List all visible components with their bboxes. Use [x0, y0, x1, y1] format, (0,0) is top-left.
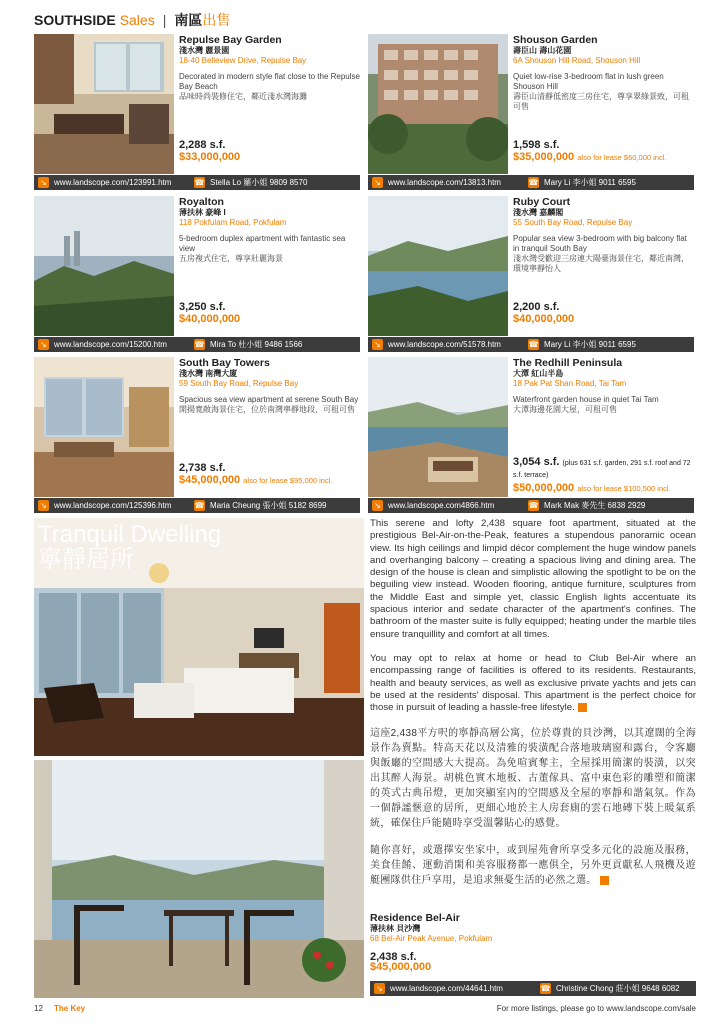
listing-url[interactable]: www.landscope.com/51578.htm	[388, 340, 501, 349]
listing-price	[179, 475, 332, 486]
price-value: $33,000,000	[179, 151, 241, 163]
listing-price	[513, 152, 666, 163]
listing-address: 55 South Bay Road, Repulse Bay	[513, 218, 633, 227]
listing-description: Decorated in modern style flat close to the Repulse Bay Beach	[179, 72, 360, 91]
listing-url[interactable]: www.landscope.com/13813.htm	[388, 178, 501, 187]
listing-card	[368, 34, 694, 192]
article-paragraph-zh-2	[370, 843, 696, 888]
more-listings-link[interactable]: For more listings, please go to www.landscope.com/sale	[496, 1004, 696, 1013]
listing-name-zh: 淺水灣 南灣大廈	[179, 369, 238, 378]
listing-info	[513, 357, 694, 497]
listing-card	[34, 357, 360, 515]
listing-card	[368, 196, 694, 354]
listing-name: Shouson Garden	[513, 34, 598, 46]
listing-info	[513, 196, 694, 336]
phone-icon: ☎	[528, 340, 539, 349]
listing-address: 59 South Bay Road, Repulse Bay	[179, 379, 299, 388]
listing-area: 2,288 s.f.	[179, 139, 226, 151]
listing-photo	[34, 34, 174, 174]
listing-description: Spacious sea view apartment at serene South Bay	[179, 395, 359, 404]
article-text: You may opt to relax at home or head to Club Bel-Air where an encompassing range of facilities is offered to its residents. Restaurants, health and beauty services, as well as exclusive private yachts and jets can be used at the residents' disposal. This apartment is the perfect choice for those in pursuit of leading a hassle-free lifestyle.	[370, 652, 696, 714]
listing-address: 18-40 Belleview Drive, Repulse Bay	[179, 56, 307, 65]
feature-title-zh: 寧靜居所	[38, 546, 134, 573]
agent-contact: Mark Mak 麥先生 6838 2929	[544, 501, 646, 510]
listing-name: South Bay Towers	[179, 357, 270, 369]
listing-address: 18 Pak Pat Shan Road, Tai Tam	[513, 379, 627, 388]
feature-listing-name: Residence Bel-Air	[370, 912, 460, 924]
magazine-name: The Key	[54, 1004, 86, 1013]
area-note: (plus 631 s.f. garden, 291 s.f. roof and 72 s.f. terrace)	[513, 460, 691, 479]
link-icon: ↘	[38, 500, 49, 511]
listing-url[interactable]: www.landscope.com/123991.htm	[54, 178, 172, 187]
listing-description-zh: 五房複式住宅，尊享壯麗海景	[179, 254, 283, 263]
listing-card	[368, 357, 694, 515]
article-text-zh: 隨你喜好，或選擇安坐家中，或到屋苑會所享受多元化的設施及服務，美食佳餚、運動消閑和美容服務都一應俱全，另外更貢獻私人飛機及遊艇團隊供住戶享用，是追求無憂生活的必然之選。	[370, 845, 696, 887]
feature-listing-area: 2,438 s.f.	[370, 951, 417, 963]
agent-contact: Mira To 杜小姐 9486 1566	[210, 340, 303, 349]
agent-contact: Mary Li 李小姐 9011 6595	[544, 178, 636, 187]
listing-name-zh: 壽臣山 壽山花園	[513, 46, 572, 55]
link-icon: ↘	[372, 339, 383, 350]
section-sales: Sales	[119, 12, 155, 28]
link-icon: ↘	[372, 177, 383, 188]
link-icon: ↘	[38, 177, 49, 188]
agent-contact: Stella Lo 羅小姐 9809 8570	[210, 178, 308, 187]
phone-icon: ☎	[194, 340, 205, 349]
listing-card	[34, 34, 360, 192]
listing-area: 2,200 s.f.	[513, 301, 560, 313]
article-paragraph-zh: 這座2,438平方呎的寧靜高層公寓，位於尊貴的貝沙灣，以其遼闊的全海景作為賣點。特高天花以及清雅的裝潢配合落地玻璃窗和露台，令客廳與飯廳的空間感大大提高。為免喧賓奪主，全屋採用簡潔的裝潢，以突出其醉人海景。胡桃色實木地板、古董傢具、富中東色彩的雕塑和簡潔的英式古典吊燈，更加突顯室內的空間感及全屋的寧靜和諧氣氛。作為一個靜謐愜意的居所，更細心地於主人房套廁的雲石地磚下裝上暖氣系統，確保住戶能隨時享受溫馨貼心的感覺。	[370, 728, 696, 830]
listing-description-zh: 大潭海邊花園大屋，可租可售	[513, 405, 617, 414]
listing-photo	[368, 34, 508, 174]
listing-address: 6A Shouson Hill Road, Shouson Hill	[513, 56, 641, 65]
listing-name-zh: 薄扶林 豪峰 I	[179, 208, 226, 217]
listing-price	[179, 314, 240, 324]
listing-description: 5-bedroom duplex apartment with fantastic sea view	[179, 234, 346, 253]
feature-listing	[370, 912, 696, 972]
phone-icon: ☎	[194, 178, 205, 187]
listing-area: 2,738 s.f.	[179, 462, 226, 474]
feature-listing-name-zh: 薄扶林 貝沙灣	[370, 924, 421, 933]
contact-bar	[368, 498, 694, 513]
listing-address: 118 Pokfulam Road, Pokfulam	[179, 218, 287, 227]
end-mark-icon	[600, 876, 609, 885]
listing-area: 3,250 s.f.	[179, 301, 226, 313]
contact-bar	[368, 337, 694, 352]
listing-card	[34, 196, 360, 354]
listing-photo	[34, 196, 174, 336]
listing-url[interactable]: www.landscope.com/15200.htm	[54, 340, 167, 349]
listing-description-zh: 品味時尚裝修住宅，鄰近淺水灣海灘	[179, 92, 307, 101]
listing-info	[179, 196, 360, 336]
price-value: $35,000,000	[513, 151, 575, 163]
end-mark-icon	[578, 703, 587, 712]
link-icon: ↘	[38, 339, 49, 350]
feature-title: Tranquil Dwelling	[38, 521, 222, 548]
page-number: 12	[34, 1004, 43, 1013]
section-sales-zh: 出售	[202, 12, 231, 28]
header-separator: |	[162, 12, 167, 28]
area-value: 3,054 s.f.	[513, 456, 560, 468]
listing-price	[513, 483, 671, 494]
listing-price	[179, 152, 240, 162]
price-value: $50,000,000	[513, 482, 575, 494]
listing-url[interactable]: www.landscope.com/125396.htm	[54, 501, 172, 510]
feature-photo-balcony	[34, 760, 364, 998]
phone-icon: ☎	[528, 501, 539, 510]
listing-price	[513, 314, 574, 324]
phone-icon: ☎	[540, 984, 551, 993]
listing-description: Waterfront garden house in quiet Tai Tam	[513, 395, 659, 404]
listing-name: The Redhill Peninsula	[513, 357, 623, 369]
contact-bar	[370, 981, 696, 996]
contact-bar	[34, 337, 360, 352]
listing-name-zh: 淺水灣 嘉麟閣	[513, 208, 564, 217]
contact-bar	[368, 175, 694, 190]
feature-listing-price: $45,000,000	[370, 961, 432, 973]
listing-description: Popular sea view 3-bedroom with big balcony flat in tranquil South Bay	[513, 234, 687, 253]
section-title-zh: 南區	[174, 12, 203, 28]
article-paragraph-2	[370, 653, 696, 714]
listing-photo	[368, 196, 508, 336]
listing-description: Quiet low-rise 3-bedroom flat in lush green Shouson Hill	[513, 72, 664, 91]
listing-name: Ruby Court	[513, 196, 571, 208]
listing-description-zh: 壽臣山清靜低密度三房住宅，尊享翠綠景致，可租可售	[513, 92, 689, 111]
price-value: $40,000,000	[513, 313, 575, 325]
feature-listing-address: 68 Bel-Air Peak Avenue, Pokfulam	[370, 934, 493, 943]
listing-photo	[368, 357, 508, 497]
phone-icon: ☎	[528, 178, 539, 187]
contact-bar	[34, 175, 360, 190]
lease-note: also for lease $95,000 incl.	[243, 476, 333, 485]
listing-description-zh: 淺水灣受歡迎三房連大陽臺海景住宅，鄰近南灣，環境寧靜怡人	[513, 254, 689, 273]
listing-info	[179, 357, 360, 497]
listing-url[interactable]: www.landscope.com4866.htm	[388, 501, 495, 510]
section-title: SOUTHSIDE	[34, 12, 116, 28]
listing-area	[513, 457, 694, 481]
lease-note: also for lease $60,000 incl.	[577, 153, 667, 162]
feature-article	[370, 518, 696, 900]
listing-description-zh: 開揚寬敞海景住宅，位於南灣寧靜地段，可租可售	[179, 405, 355, 414]
section-header	[34, 10, 230, 30]
price-value: $40,000,000	[179, 313, 241, 325]
contact-bar	[34, 498, 360, 513]
listing-name-zh: 大潭 紅山半島	[513, 369, 564, 378]
link-icon: ↘	[374, 983, 385, 994]
listing-name: Repulse Bay Garden	[179, 34, 282, 46]
listing-info	[513, 34, 694, 174]
listing-area: 1,598 s.f.	[513, 139, 560, 151]
link-icon: ↘	[372, 500, 383, 511]
listing-name: Royalton	[179, 196, 224, 208]
phone-icon: ☎	[194, 501, 205, 510]
listing-url[interactable]: www.landscope.com/44641.htm	[390, 984, 503, 993]
listing-photo	[34, 357, 174, 497]
agent-contact: Mary Li 李小姐 9011 6595	[544, 340, 636, 349]
lease-note: also for lease $100,500 incl.	[577, 484, 671, 493]
agent-contact: Maria Cheung 張小姐 5182 8699	[210, 501, 327, 510]
agent-contact: Christine Chong 莊小姐 9648 6082	[556, 984, 680, 993]
article-paragraph: This serene and lofty 2,438 square foot apartment, situated at the prestigious Bel-Air-on-the-Peak, features a stupendous panoramic ocean view. Its high ceilings and limpid décor complement the huge window panels and overhanging balcony – creating a spacious living and dining area. The design of the house is clean and simplistic allowing the spotlight to be on the beguiling view instead. Wooden flooring, antique furniture, sculptures from the Middle East and simple yet, classic English lights accentuate its spacious interior and sedate character of the apartment's confines. The bathroom of the master suite is fully equipped; heating under the marble tiles ensure tranquillity and comfort at all times.	[370, 518, 696, 640]
listing-info	[179, 34, 360, 174]
listing-name-zh: 淺水灣 麗景園	[179, 46, 230, 55]
price-value: $45,000,000	[179, 474, 241, 486]
